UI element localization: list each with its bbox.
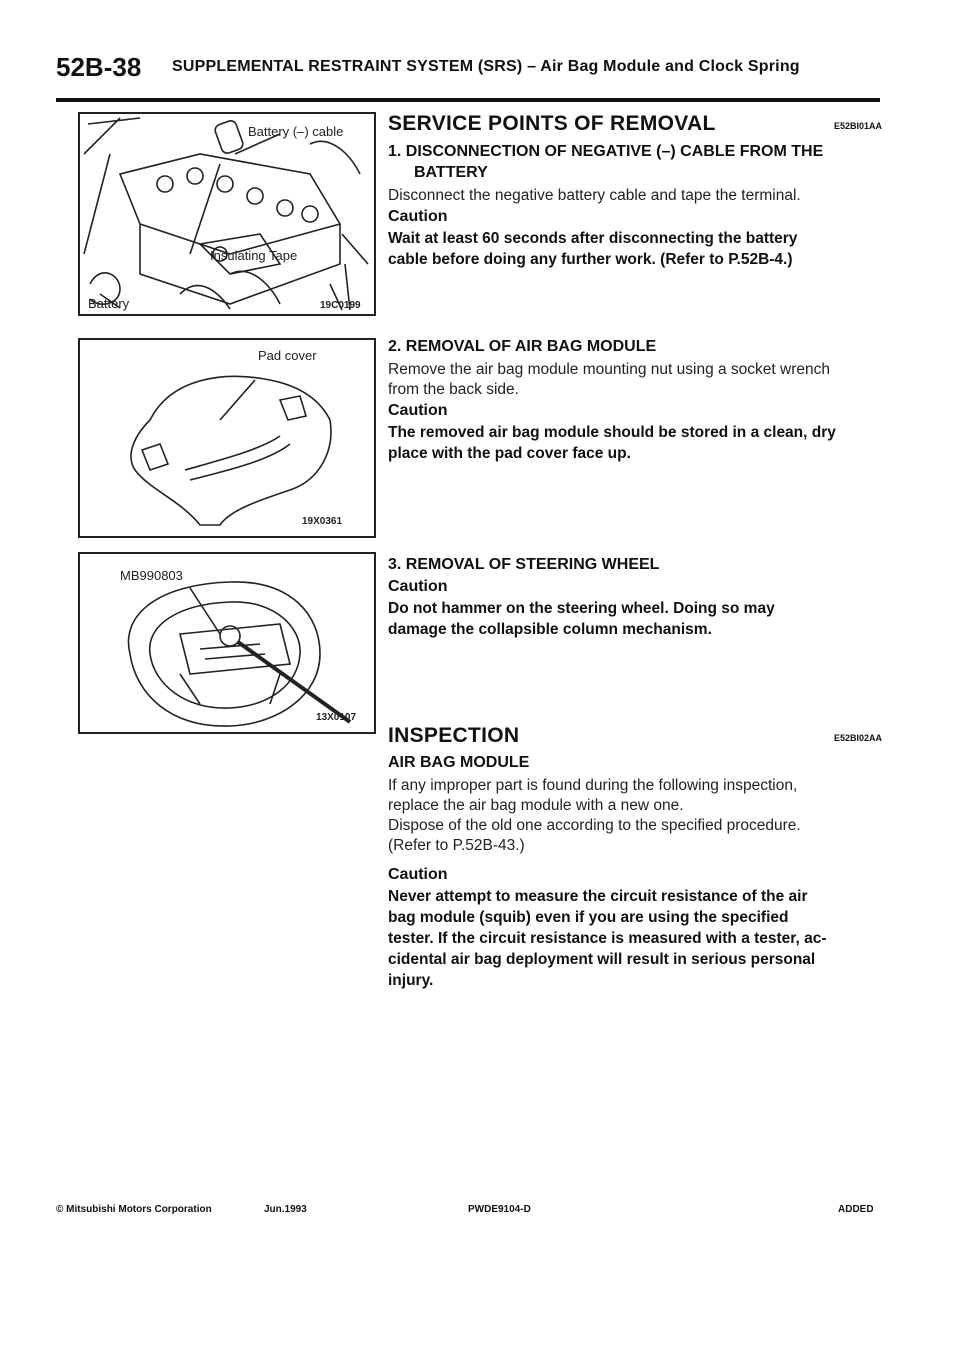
step2-caution: The removed air bag module should be stored in a clean, dry place with the pad cover face up. [388, 424, 836, 462]
header-rule [56, 98, 880, 102]
steering-wheel-figure [78, 552, 376, 734]
step2-heading: 2. REMOVAL OF AIR BAG MODULE [388, 338, 657, 355]
step1-heading: 1. DISCONNECTION OF NEGATIVE (–) CABLE FROM THE BATTERY [388, 143, 824, 181]
step1-caution: Wait at least 60 seconds after disconnecting the battery cable before doing any further work. (Refer to P.52B-4.) [388, 230, 798, 268]
service-points-title: SERVICE POINTS OF REMOVAL [388, 112, 716, 135]
inspection-body: If any improper part is found during the following inspection, replace the air bag module with a new one. Dispose of the old one according to the specified procedure. (Refer to P.52B-43.) [388, 777, 801, 854]
inspection-caution-title: Caution [388, 866, 448, 883]
step3-caution: Do not hammer on the steering wheel. Doing so may damage the collapsible column mechanism. [388, 600, 775, 638]
section-title: SUPPLEMENTAL RESTRAINT SYSTEM (SRS) – Air Bag Module and Clock Spring [172, 58, 800, 75]
label-insulating-tape: Insulating Tape [210, 248, 298, 263]
footer-doc-code: PWDE9104-D [468, 1204, 531, 1215]
service-points-code: E52BI01AA [833, 121, 882, 131]
step2-caution-title: Caution [388, 402, 448, 419]
label-pad-cover: Pad cover [258, 348, 317, 363]
label-battery-cable: Battery (–) cable [248, 124, 344, 139]
battery-illustration [80, 114, 374, 314]
airbag-module-illustration [80, 340, 374, 536]
battery-figure [78, 112, 376, 316]
page-header [56, 52, 896, 98]
step2-body: Remove the air bag module mounting nut using a socket wrench from the back side. [388, 361, 830, 398]
inspection-code: E52BI02AA [833, 733, 882, 743]
step1-body: Disconnect the negative battery cable and tape the terminal. [388, 187, 801, 204]
step3-caution-title: Caution [388, 578, 448, 595]
inspection-title: INSPECTION [388, 724, 520, 747]
step3-heading: 3. REMOVAL OF STEERING WHEEL [388, 556, 660, 573]
footer-date: Jun.1993 [264, 1204, 307, 1215]
figure-code: 19C0199 [320, 300, 361, 311]
label-battery: Battery [88, 296, 130, 311]
footer-copyright: © Mitsubishi Motors Corporation [56, 1204, 212, 1215]
inspection-subtitle: AIR BAG MODULE [388, 754, 530, 771]
figure-code: 13X0107 [316, 712, 357, 723]
label-tool-number: MB990803 [120, 568, 183, 583]
inspection-caution: Never attempt to measure the circuit resistance of the air bag module (squib) even if you are using the specified tester. If the circuit resistance is measured with a tester, ac- cidental air bag deployment will result in serious personal injury. [388, 888, 827, 989]
footer-status: ADDED [838, 1204, 874, 1215]
pad-cover-figure [78, 338, 376, 538]
figure-code: 19X0361 [302, 516, 343, 527]
service-points-title-block [388, 112, 882, 142]
page-number: 52B-38 [56, 52, 142, 82]
step1-caution-title: Caution [388, 208, 448, 225]
inspection-title-block [388, 724, 882, 754]
